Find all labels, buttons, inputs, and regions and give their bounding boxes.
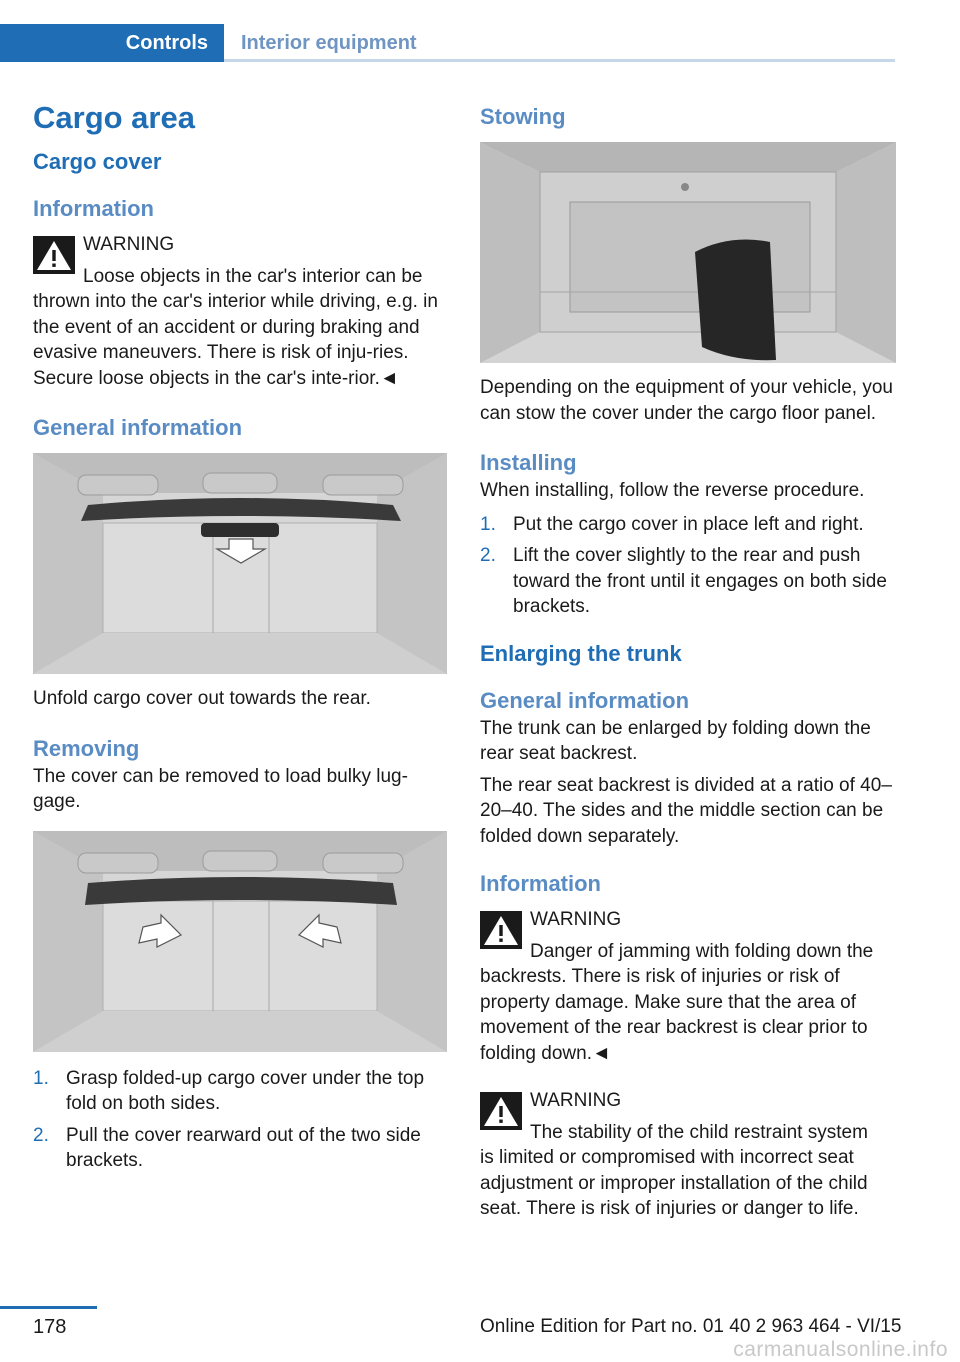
list-item: 2. Lift the cover slightly to the rear and push toward the front until it engages on both side brackets. [480, 545, 887, 617]
cargo-cover-unfold-illustration [33, 453, 447, 674]
information-heading: Information [33, 196, 154, 221]
warning-triangle-icon [33, 236, 75, 274]
removing-text: The cover can be removed to load bulky lug-gage. [33, 765, 408, 812]
installing-steps [480, 512, 896, 620]
cargo-cover-stowing-illustration [480, 142, 896, 363]
right-column [480, 96, 896, 1222]
warning-text: is limited or compromised with incorrect seat adjustment or improper installation of the child seat. There is risk of injuries or danger to life. [480, 1147, 868, 1219]
warning-jamming [480, 907, 896, 1066]
header-rule [224, 59, 895, 62]
left-column [33, 96, 447, 1180]
warning-title: WARNING [83, 234, 175, 255]
installing-text: When installing, follow the reverse procedure. [480, 480, 865, 501]
warning-loose-objects [33, 232, 447, 391]
stowing-text: Depending on the equipment of your vehicle, you can stow the cover under the cargo floor panel. [480, 377, 893, 424]
page-number: 178 [33, 1316, 67, 1338]
unfold-caption: Unfold cargo cover out towards the rear. [33, 688, 371, 709]
warning-text: backrests. There is risk of injuries or risk of property damage. Make sure that the area of movement of the rear backrest is clear prior to folding down.◄ [480, 966, 868, 1064]
general-text-2: The rear seat backrest is divided at a ratio of 40–20–40. The sides and the middle section can be folded down separately. [480, 774, 892, 847]
general-text-1: The trunk can be enlarged by folding down the rear seat backrest. [480, 717, 871, 764]
installing-heading: Installing [480, 450, 577, 475]
page-title: Cargo area [33, 100, 195, 135]
general-information-heading-2: General information [480, 687, 690, 713]
warning-child-seat [480, 1088, 896, 1222]
warning-text-first: The stability of the child restraint system [530, 1121, 868, 1143]
removing-heading: Removing [33, 735, 140, 761]
cargo-cover-heading: Cargo cover [33, 149, 162, 174]
enlarging-trunk-heading: Enlarging the trunk [480, 640, 682, 666]
list-item: 1. Grasp folded-up cargo cover under the top fold on both sides. [33, 1067, 425, 1114]
section-tab: Controls [0, 24, 224, 62]
subsection-tab: Interior equipment [241, 31, 417, 54]
edition-info: Online Edition for Part no. 01 40 2 963 464 - VI/15 [480, 1316, 902, 1337]
warning-triangle-icon [480, 1092, 522, 1130]
list-item: 2. Pull the cover rearward out of the two side brackets. [33, 1124, 421, 1171]
list-item: 1. Put the cargo cover in place left and right. [480, 513, 864, 535]
warning-text-first: Loose objects in the car's interior can be [83, 265, 423, 287]
warning-title: WARNING [530, 1090, 622, 1111]
information-heading-2: Information [480, 871, 601, 896]
stowing-heading: Stowing [480, 104, 566, 129]
warning-triangle-icon [480, 911, 522, 949]
cargo-cover-removing-illustration [33, 831, 447, 1052]
warning-text-first: Danger of jamming with folding down the [530, 940, 874, 962]
watermark: carmanualsonline.info [733, 1338, 948, 1361]
warning-title: WARNING [530, 909, 622, 930]
removing-steps [33, 1066, 447, 1174]
footer-rule [0, 1306, 97, 1309]
general-information-heading: General information [33, 415, 243, 440]
page-header [0, 24, 895, 62]
warning-text: thrown into the car's interior while driving, e.g. in the event of an accident or during braking and evasive maneuvers. There is risk of inju-ries. Secure loose objects in the car's inte-rior.◄ [33, 291, 438, 389]
